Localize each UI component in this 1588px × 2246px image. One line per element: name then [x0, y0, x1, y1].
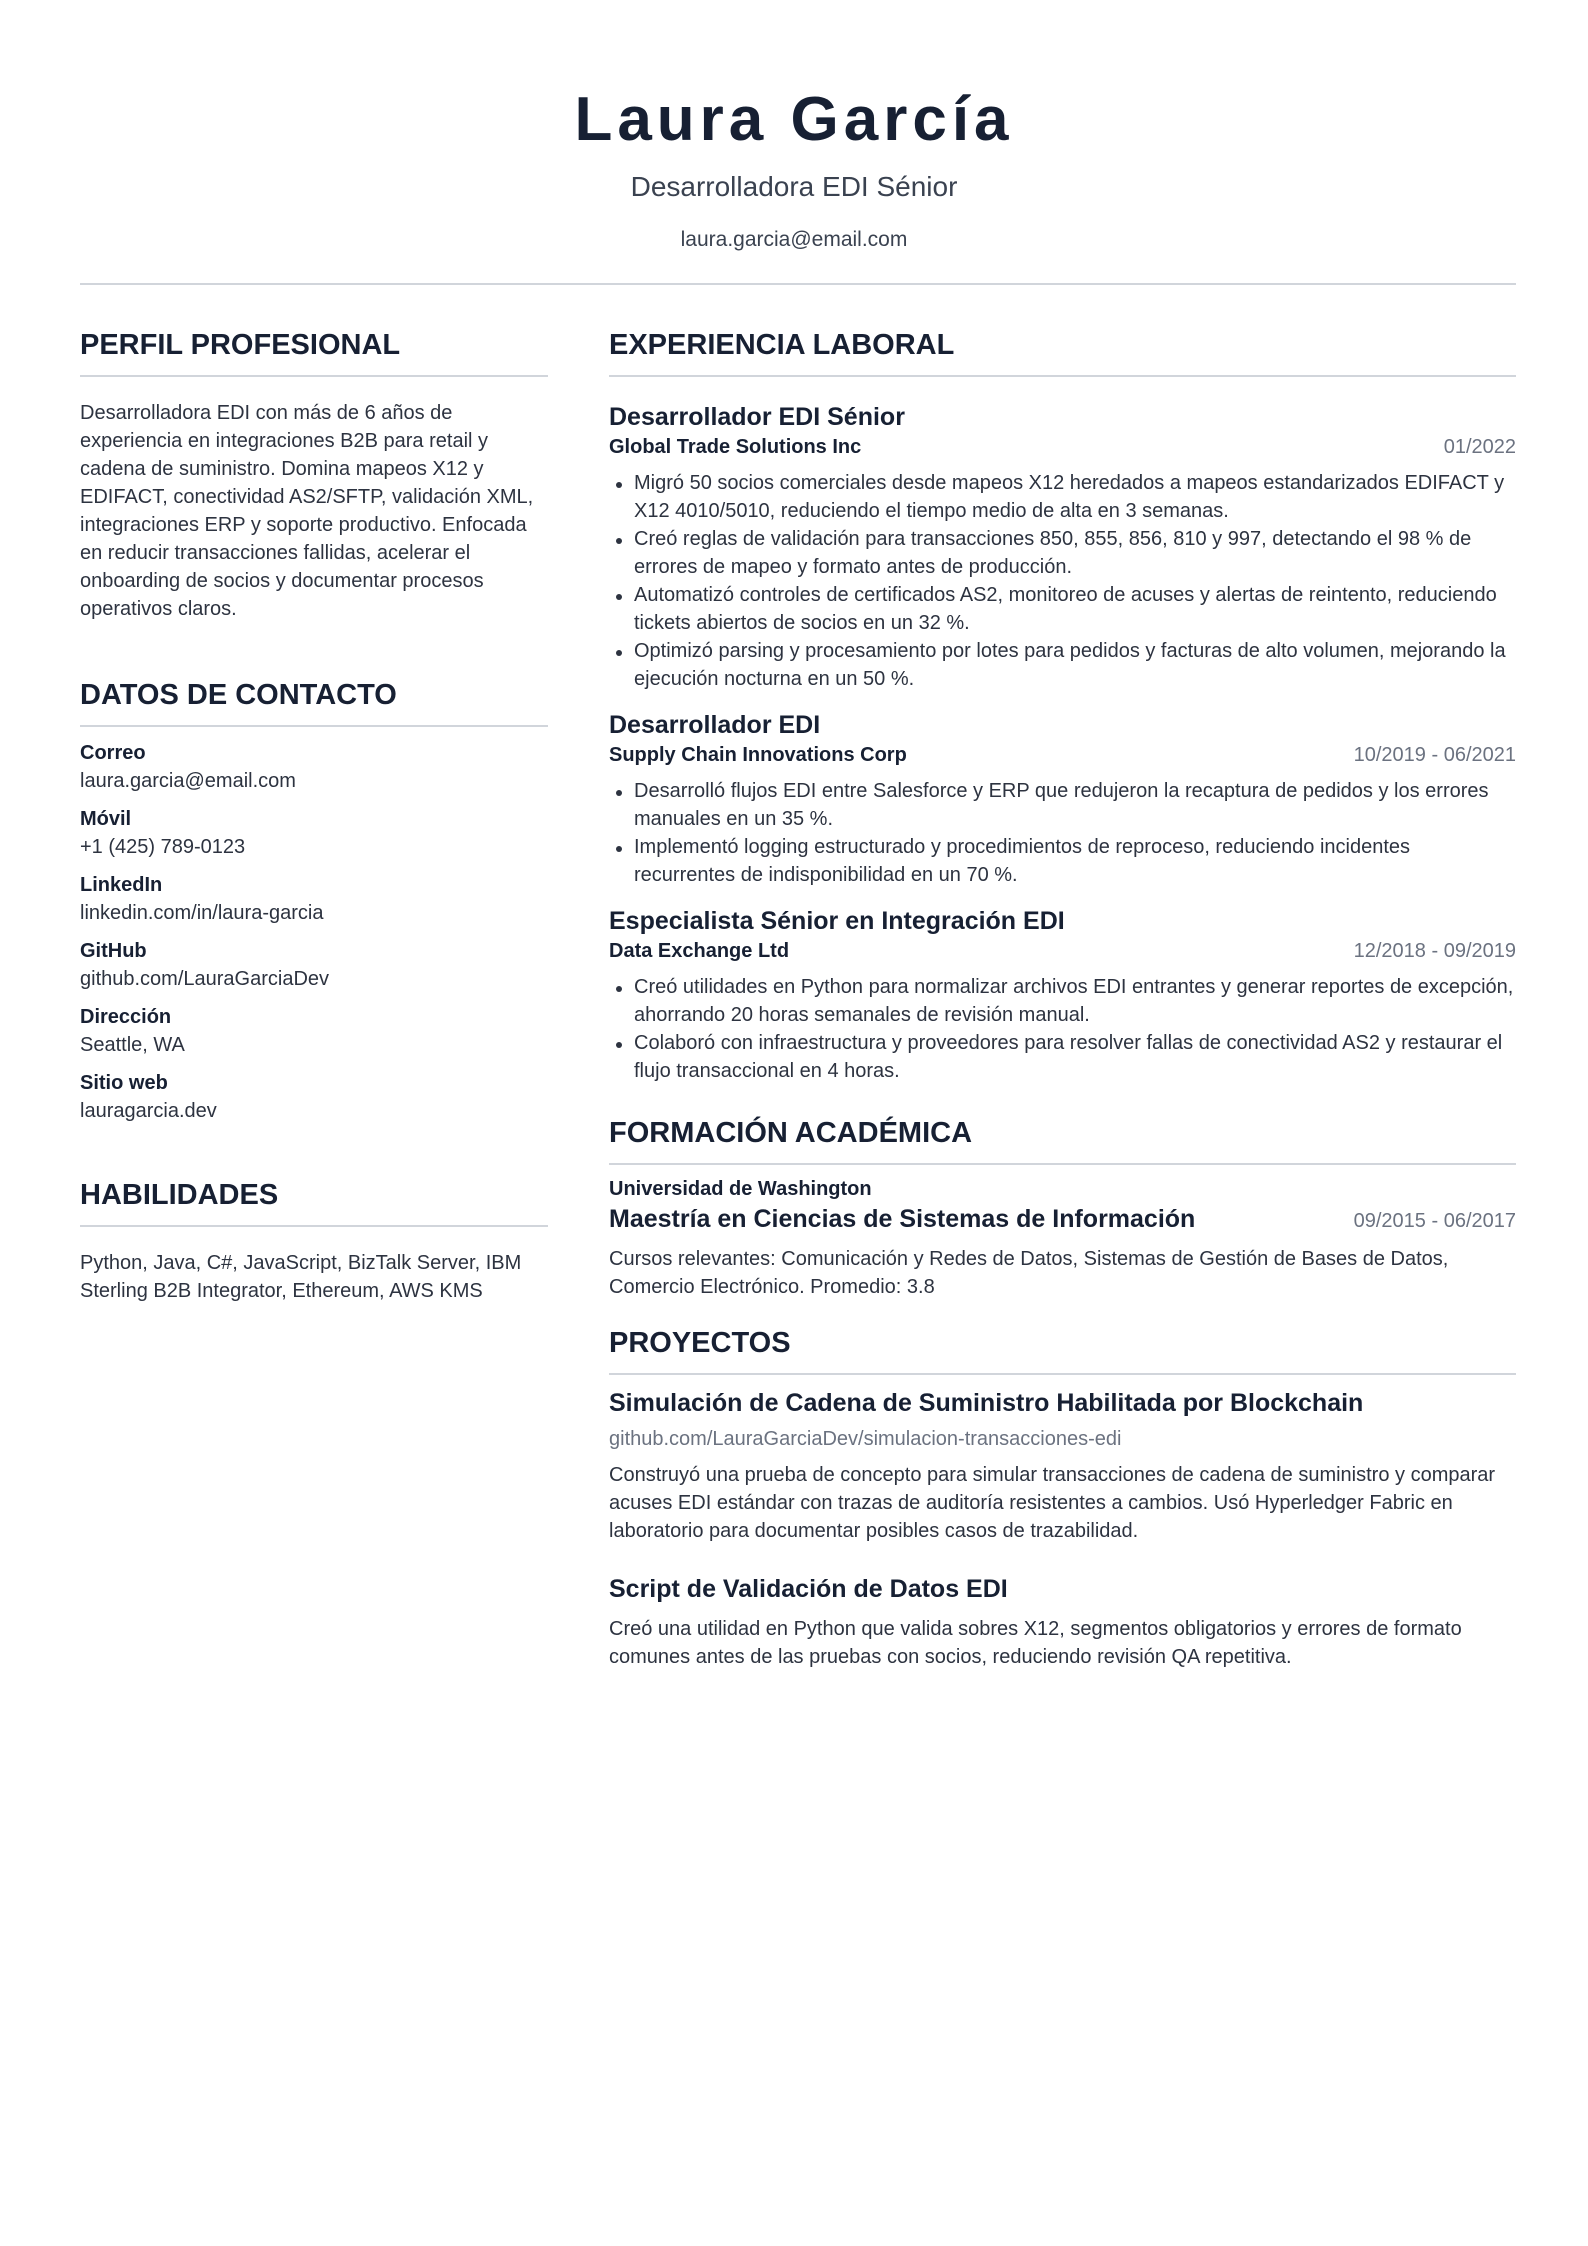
job-bullet: Creó reglas de validación para transacciones 850, 855, 856, 810 y 997, detectando el 98 % de errores de mapeo y formato antes de producción.	[609, 525, 1516, 581]
skills-heading: HABILIDADES	[80, 1175, 548, 1227]
contact-label: LinkedIn	[80, 874, 163, 896]
education-date: 09/2015 - 06/2017	[1353, 1210, 1516, 1232]
job-entry	[609, 401, 1516, 693]
education-degree: Maestría en Ciencias de Sistemas de Información	[609, 1205, 1196, 1233]
job-bullets	[609, 777, 1516, 889]
experience-heading: EXPERIENCIA LABORAL	[609, 325, 1516, 377]
profile-text: Desarrolladora EDI con más de 6 años de experiencia en integraciones B2B para retail y cadena de suministro. Domina mapeos X12 y EDIFACT, conectividad AS2/SFTP, validación XML, integraciones ERP y soporte productivo. Enfocada en reducir transacciones fallidas, acelerar el onboarding de socios y documentar procesos operativos claros.	[80, 402, 534, 620]
contact-list	[80, 739, 548, 1125]
job-bullet: Optimizó parsing y procesamiento por lotes para pedidos y facturas de alto volumen, mejorando la ejecución nocturna en un 50 %.	[609, 637, 1516, 693]
job-bullet: Automatizó controles de certificados AS2, monitoreo de acuses y alertas de reintento, reduciendo tickets abiertos de socios en un 32 %.	[609, 581, 1516, 637]
contact-label: Móvil	[80, 808, 132, 830]
job-date: 01/2022	[1443, 436, 1516, 458]
contact-item-website	[80, 1069, 548, 1125]
contact-value[interactable]: linkedin.com/in/laura-garcia	[80, 902, 324, 924]
job-title: Desarrollador EDI	[609, 711, 821, 739]
contact-label: Dirección	[80, 1006, 172, 1028]
project-link[interactable]: github.com/LauraGarciaDev/simulacion-transacciones-edi	[609, 1428, 1122, 1450]
job-entry	[609, 905, 1516, 1085]
project-entry	[609, 1387, 1516, 1545]
left-column	[80, 325, 548, 1305]
job-bullet: Colaboró con infraestructura y proveedores para resolver fallas de conectividad AS2 y restaurar el flujo transaccional en 4 horas.	[609, 1029, 1516, 1085]
skills-text: Python, Java, C#, JavaScript, BizTalk Server, IBM Sterling B2B Integrator, Ethereum, AWS KMS	[80, 1252, 522, 1302]
education-details: Cursos relevantes: Comunicación y Redes de Datos, Sistemas de Gestión de Bases de Datos, Comercio Electrónico. Promedio: 3.8	[609, 1248, 1449, 1298]
project-title: Simulación de Cadena de Suministro Habilitada por Blockchain	[609, 1389, 1364, 1417]
job-company: Global Trade Solutions Inc	[609, 436, 862, 458]
contact-item-phone	[80, 805, 548, 861]
contact-value: Seattle, WA	[80, 1034, 185, 1056]
education-university: Universidad de Washington	[609, 1178, 872, 1200]
project-description: Creó una utilidad en Python que valida sobres X12, segmentos obligatorios y errores de formato comunes antes de las pruebas con socios, reduciendo revisión QA repetitiva.	[609, 1618, 1462, 1668]
job-bullets	[609, 973, 1516, 1085]
candidate-title: Desarrolladora EDI Sénior	[630, 171, 958, 202]
job-bullet: Creó utilidades en Python para normalizar archivos EDI entrantes y generar reportes de excepción, ahorrando 20 horas semanales de revisión manual.	[609, 973, 1516, 1029]
contact-item-email	[80, 739, 548, 795]
job-company: Data Exchange Ltd	[609, 940, 790, 962]
contact-label: Sitio web	[80, 1072, 168, 1094]
job-title: Especialista Sénior en Integración EDI	[609, 907, 1065, 935]
contact-value[interactable]: lauragarcia.dev	[80, 1100, 217, 1122]
job-company: Supply Chain Innovations Corp	[609, 744, 907, 766]
education-entry	[609, 1175, 1516, 1301]
job-bullet: Implementó logging estructurado y procedimientos de reproceso, reduciendo incidentes recurrentes de indisponibilidad en un 70 %.	[609, 833, 1516, 889]
project-entry	[609, 1573, 1516, 1671]
projects-heading: PROYECTOS	[609, 1323, 1516, 1375]
job-date: 12/2018 - 09/2019	[1353, 940, 1516, 962]
job-title: Desarrollador EDI Sénior	[609, 403, 905, 431]
contact-value[interactable]: laura.garcia@email.com	[80, 770, 296, 792]
contact-item-github	[80, 937, 548, 993]
contact-label: Correo	[80, 742, 146, 764]
right-column	[609, 325, 1516, 1671]
job-date: 10/2019 - 06/2021	[1353, 744, 1516, 766]
project-title: Script de Validación de Datos EDI	[609, 1575, 1008, 1603]
contact-label: GitHub	[80, 940, 147, 962]
contact-value[interactable]: +1 (425) 789-0123	[80, 836, 246, 858]
contact-heading: DATOS DE CONTACTO	[80, 675, 548, 727]
contact-value[interactable]: github.com/LauraGarciaDev	[80, 968, 330, 990]
job-bullet: Migró 50 socios comerciales desde mapeos X12 heredados a mapeos estandarizados EDIFACT y X12 4010/5010, reduciendo el tiempo medio de alta en 3 semanas.	[609, 469, 1516, 525]
education-heading: FORMACIÓN ACADÉMICA	[609, 1113, 1516, 1165]
job-bullets	[609, 469, 1516, 693]
profile-heading: PERFIL PROFESIONAL	[80, 325, 548, 377]
contact-item-address	[80, 1003, 548, 1059]
contact-item-linkedin	[80, 871, 548, 927]
job-entry	[609, 709, 1516, 889]
job-bullet: Desarrolló flujos EDI entre Salesforce y ERP que redujeron la recaptura de pedidos y los errores manuales en un 35 %.	[609, 777, 1516, 833]
header-divider	[80, 283, 1516, 285]
project-description: Construyó una prueba de concepto para simular transacciones de cadena de suministro y comparar acuses EDI estándar con trazas de auditoría resistentes a cambios. Usó Hyperledger Fabric en laboratorio para documentar posibles casos de trazabilidad.	[609, 1464, 1496, 1542]
candidate-name: Laura García	[574, 85, 1014, 154]
header-email[interactable]: laura.garcia@email.com	[680, 228, 908, 251]
